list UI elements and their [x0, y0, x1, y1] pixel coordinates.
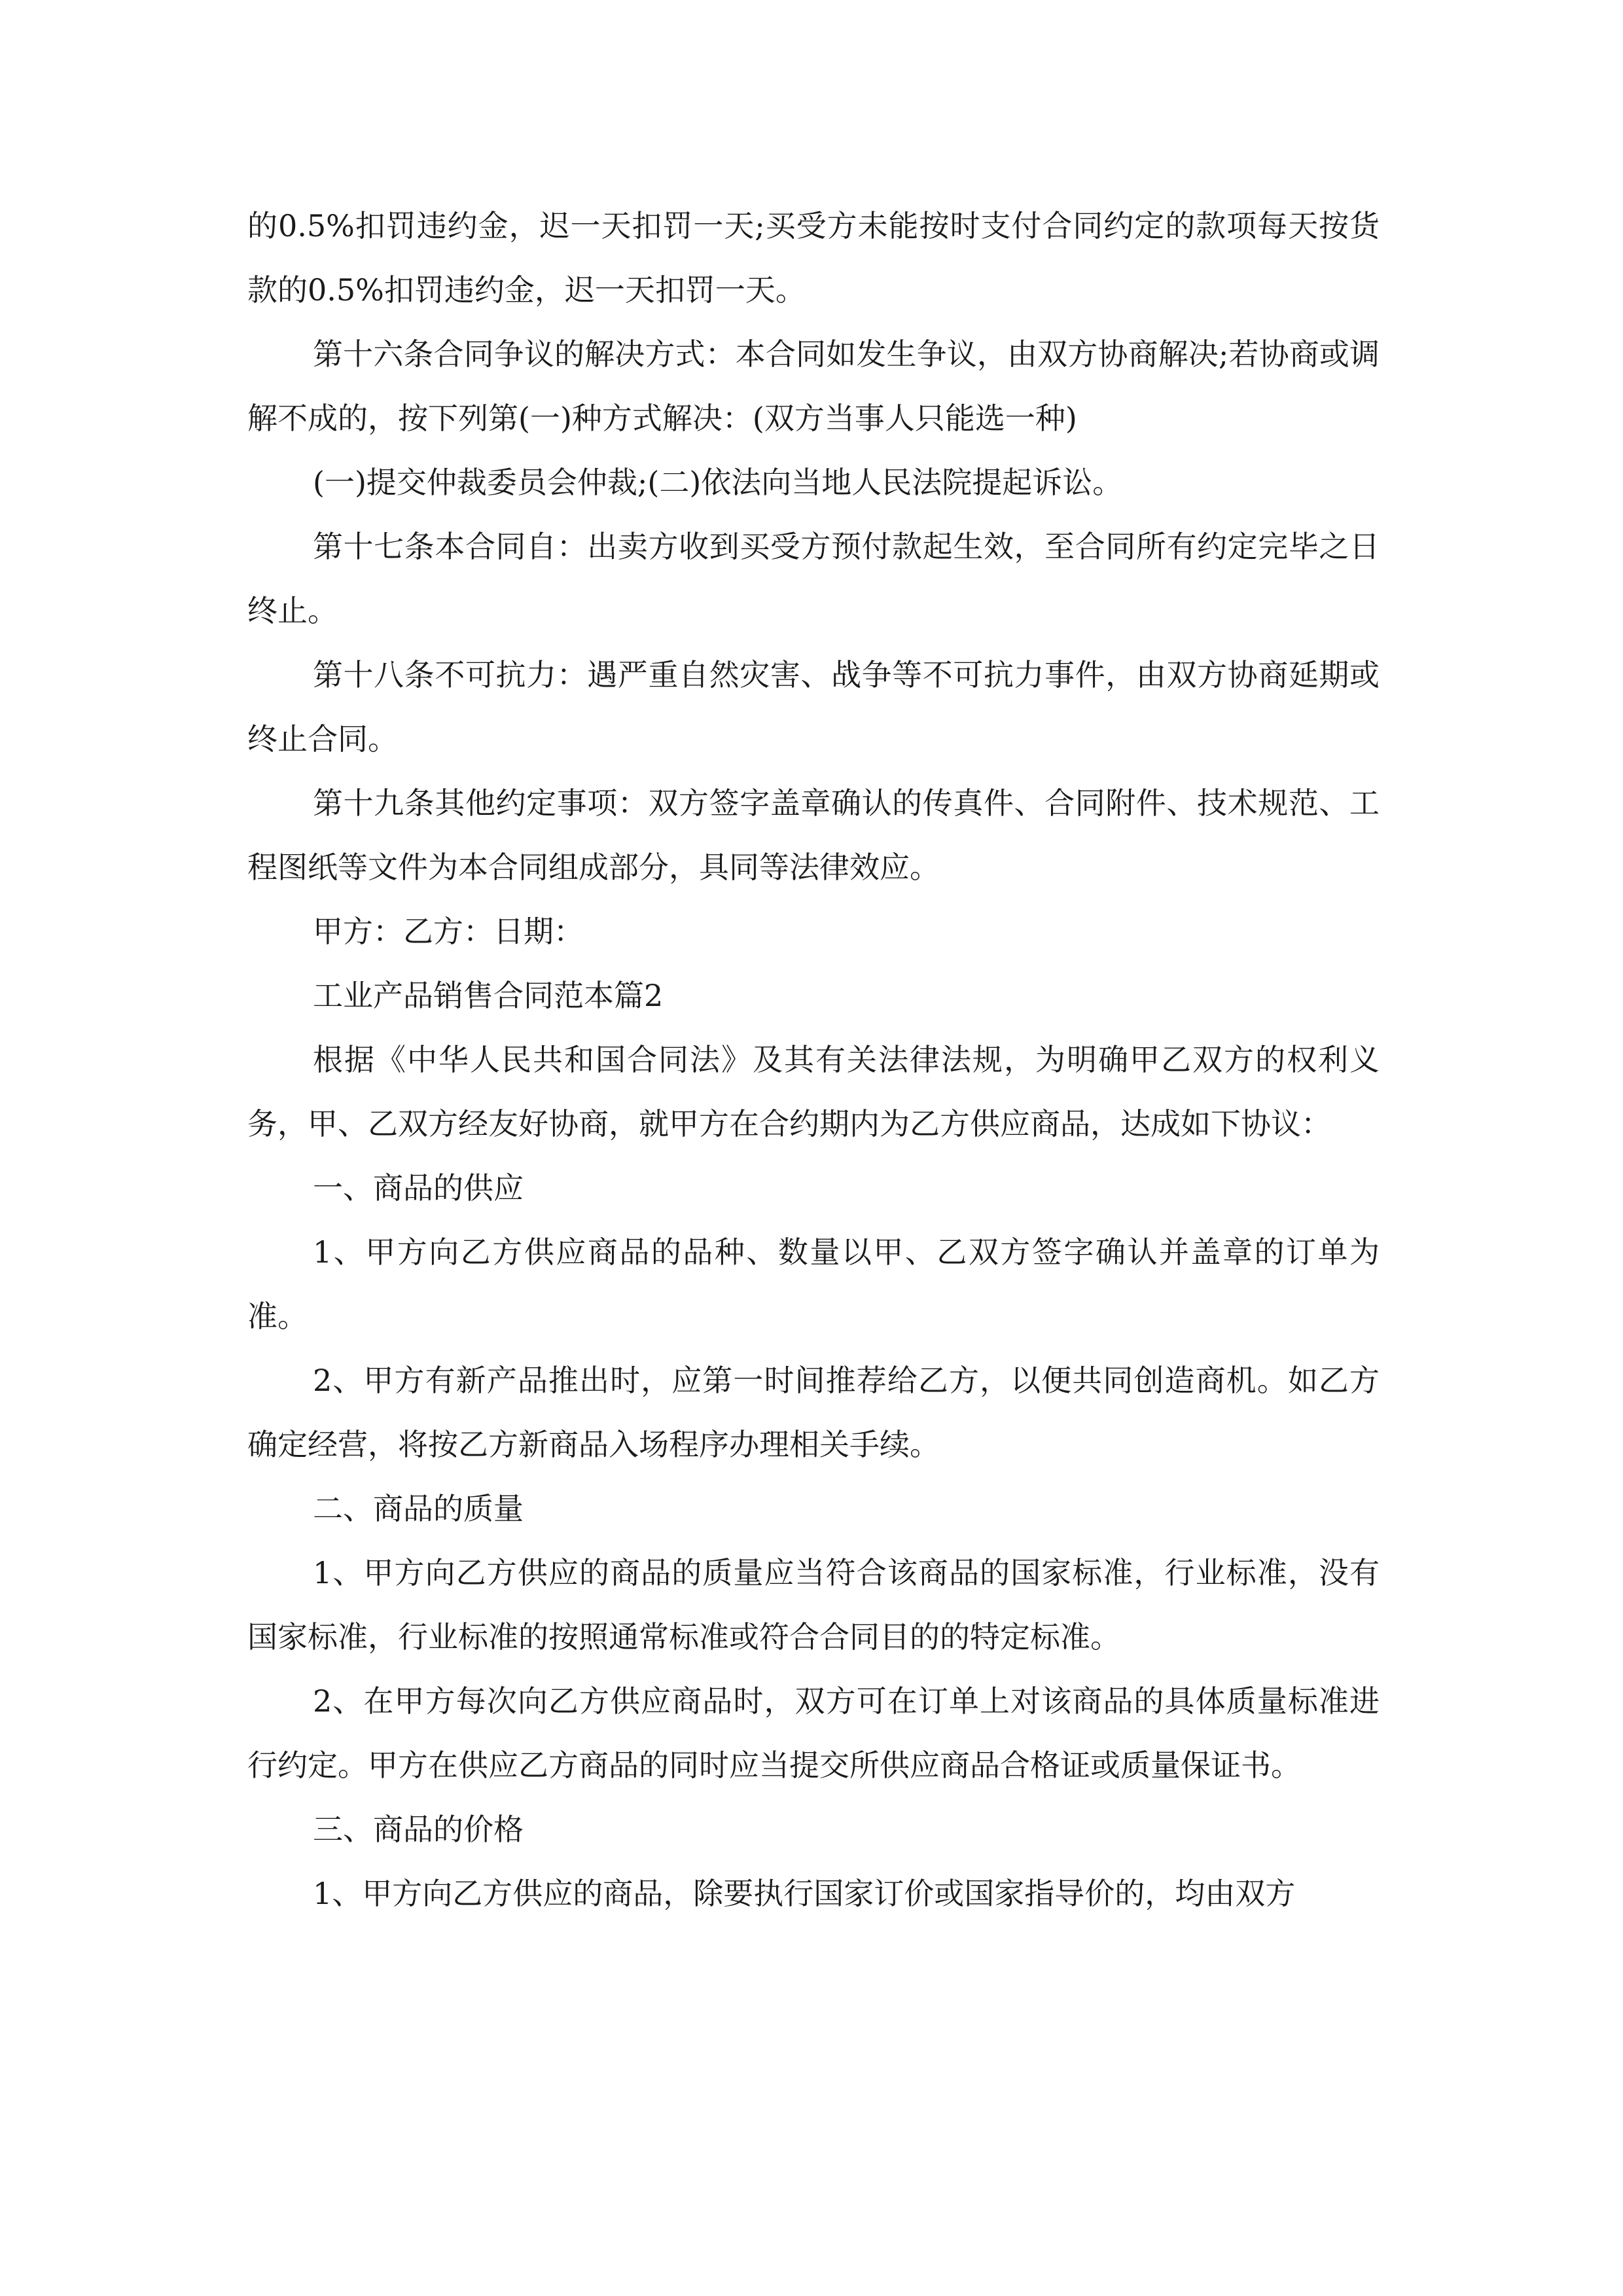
paragraph-quality-2: 2、在甲方每次向乙方供应商品时，双方可在订单上对该商品的具体质量标准进行约定。甲方在供应乙方商品的同时应当提交所供应商品合格证或质量保证书。	[247, 1683, 1380, 1783]
paragraph-price-1: 1、甲方向乙方供应的商品，除要执行国家订价或国家指导价的，均由双方	[313, 1876, 1296, 1911]
heading-price: 三、商品的价格	[313, 1812, 524, 1847]
paragraph-dispute-options: (一)提交仲裁委员会仲裁;(二)依法向当地人民法院提起诉讼。	[313, 465, 1123, 500]
document-body	[247, 194, 1380, 1926]
section-heading-template-2: 工业产品销售合同范本篇2	[313, 978, 664, 1013]
paragraph-article-18: 第十八条不可抗力：遇严重自然灾害、战争等不可抗力事件，由双方协商延期或终止合同。	[247, 657, 1380, 757]
paragraph-preamble: 根据《中华人民共和国合同法》及其有关法律法规，为明确甲乙双方的权利义务，甲、乙双方经友好协商，就甲方在合约期内为乙方供应商品，达成如下协议：	[247, 1042, 1380, 1141]
paragraph-article-16: 第十六条合同争议的解决方式：本合同如发生争议，由双方协商解决;若协商或调解不成的，按下列第(一)种方式解决：(双方当事人只能选一种)	[247, 336, 1380, 436]
paragraph-quality-1: 1、甲方向乙方供应的商品的质量应当符合该商品的国家标准，行业标准，没有国家标准，行业标准的按照通常标准或符合合同目的的特定标准。	[247, 1555, 1380, 1655]
paragraph-penalty-continuation: 的0.5%扣罚违约金，迟一天扣罚一天;买受方未能按时支付合同约定的款项每天按货款的0.5%扣罚违约金，迟一天扣罚一天。	[247, 208, 1380, 308]
paragraph-supply-1: 1、甲方向乙方供应商品的品种、数量以甲、乙双方签字确认并盖章的订单为准。	[247, 1234, 1380, 1334]
heading-supply: 一、商品的供应	[313, 1170, 524, 1206]
paragraph-supply-2: 2、甲方有新产品推出时，应第一时间推荐给乙方，以便共同创造商机。如乙方确定经营，将按乙方新商品入场程序办理相关手续。	[247, 1363, 1380, 1462]
paragraph-signature-line: 甲方：乙方：日期：	[313, 914, 584, 949]
paragraph-article-17: 第十七条本合同自：出卖方收到买受方预付款起生效，至合同所有约定完毕之日终止。	[247, 529, 1380, 628]
heading-quality: 二、商品的质量	[313, 1491, 524, 1526]
paragraph-article-19: 第十九条其他约定事项：双方签字盖章确认的传真件、合同附件、技术规范、工程图纸等文件为本合同组成部分，具同等法律效应。	[247, 785, 1380, 885]
